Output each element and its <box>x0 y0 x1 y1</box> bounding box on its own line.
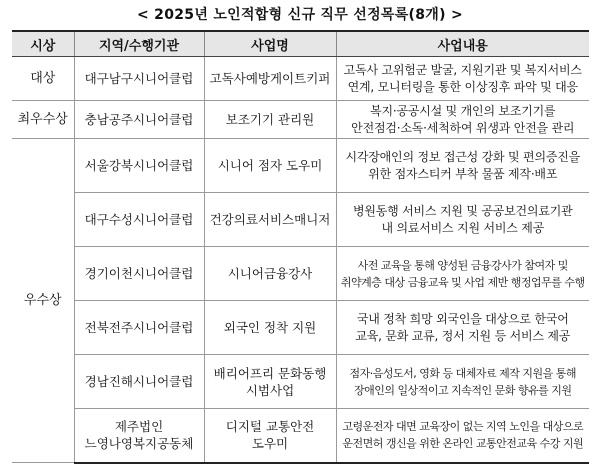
org-cell <box>74 101 204 139</box>
project-cell <box>204 57 336 101</box>
content-line: 장애인의 일상적이고 지속적인 문화 향유를 지원 <box>353 383 572 397</box>
project-line: 고독사예방게이트키퍼 <box>209 71 331 86</box>
content-line: 고령운전자 대면 교육장이 없는 지역 노인을 대상으로 <box>342 420 584 434</box>
table-row <box>12 247 589 301</box>
content-cell <box>336 57 589 101</box>
project-cell <box>204 247 336 301</box>
table-row <box>12 193 589 247</box>
table-row <box>12 301 589 355</box>
project-cell <box>204 101 336 139</box>
content-cell <box>336 409 589 463</box>
project-cell <box>204 355 336 409</box>
project-line: 보조기기 관리원 <box>225 112 315 127</box>
table-row <box>12 409 589 463</box>
header-award: 시상 <box>12 31 74 57</box>
content-cell <box>336 247 589 301</box>
org-cell <box>74 139 204 193</box>
content-cell <box>336 101 589 139</box>
org-line: 대구수성시니어클럽 <box>84 212 194 227</box>
org-line: 경기이천시니어클럽 <box>84 266 194 281</box>
project-cell <box>204 193 336 247</box>
content-line: 안전점검·소독·세척하여 위생과 안전을 관리 <box>351 120 575 135</box>
org-line: 느영나영복지공동체 <box>84 436 194 452</box>
award-cell-grand: 대상 <box>12 57 74 101</box>
content-cell <box>336 301 589 355</box>
content-line: 고독사 고위험군 발굴, 지원기관 및 복지서비스 <box>343 62 582 77</box>
org-line: 대구남구시니어클럽 <box>84 71 194 86</box>
award-cell-excellence: 최우수상 <box>12 101 74 139</box>
content-cell <box>336 139 589 193</box>
org-cell <box>74 301 204 355</box>
content-line: 운전면허 갱신을 위한 온라인 교통안전교육 수강 지원 <box>342 437 584 451</box>
page-title: < 2025년 노인적합형 신규 직무 선정목록(8개) > <box>136 7 464 23</box>
table-row <box>12 101 589 139</box>
content-line: 위한 점자스티커 부착 물품 제작·배포 <box>368 166 558 181</box>
project-line: 시니어금융강사 <box>227 266 313 281</box>
project-cell <box>204 409 336 463</box>
table-row <box>12 57 589 101</box>
project-line: 디지털 교통안전 <box>225 419 315 435</box>
content-cell <box>336 355 589 409</box>
project-line: 외국인 정착 지원 <box>223 320 317 335</box>
org-line: 경남진해시니어클럽 <box>84 374 194 389</box>
org-cell <box>74 193 204 247</box>
table-row <box>12 139 589 193</box>
table-header-row <box>12 31 589 57</box>
org-cell <box>74 247 204 301</box>
header-org: 지역/수행기관 <box>74 31 204 57</box>
content-line: 취약계층 대상 금융교육 및 사업 제반 행정업무를 수행 <box>340 275 585 289</box>
project-line: 배리어프리 문화동행 <box>213 365 327 381</box>
project-line: 시범사업 <box>245 382 295 398</box>
org-line: 제주법인 <box>114 419 164 435</box>
org-line: 서울강북시니어클럽 <box>84 158 194 173</box>
project-cell <box>204 139 336 193</box>
content-line: 국내 정착 희망 외국인을 대상으로 한국어 <box>356 311 569 326</box>
content-line: 점자·음성도서, 영화 등 대체자료 제작 지원을 통해 <box>349 366 576 380</box>
content-cell <box>336 193 589 247</box>
org-line: 충남공주시니어클럽 <box>84 112 194 127</box>
org-cell <box>74 355 204 409</box>
project-cell <box>204 301 336 355</box>
project-line: 도우미 <box>251 436 289 452</box>
project-line: 건강의료서비스매니저 <box>209 212 331 227</box>
project-line: 시니어 점자 도우미 <box>217 158 323 173</box>
content-line: 내 의료서비스 지원 서비스 제공 <box>381 220 545 235</box>
content-line: 시각장애인의 정보 접근성 강화 및 편의증진을 <box>345 149 581 164</box>
content-line: 사전 교육을 통해 양성된 금융강사가 참여자 및 <box>357 258 568 272</box>
content-line: 병원동행 서비스 지원 및 공공보건의료기관 <box>352 203 573 218</box>
content-line: 연계, 모니터링을 통한 이상징후 파악 및 대응 <box>347 79 578 94</box>
header-project: 사업명 <box>204 31 336 57</box>
org-line: 전북전주시니어클럽 <box>84 320 194 335</box>
award-cell-merit: 우수상 <box>12 139 74 463</box>
header-content: 사업내용 <box>336 31 589 57</box>
table-row <box>12 355 589 409</box>
content-line: 복지·공공시설 및 개인의 보조기기를 <box>370 103 556 118</box>
org-cell <box>74 409 204 463</box>
org-cell <box>74 57 204 101</box>
content-line: 교육, 문화 교류, 정서 지원 등 서비스 제공 <box>355 328 571 343</box>
job-selection-table <box>12 30 589 464</box>
